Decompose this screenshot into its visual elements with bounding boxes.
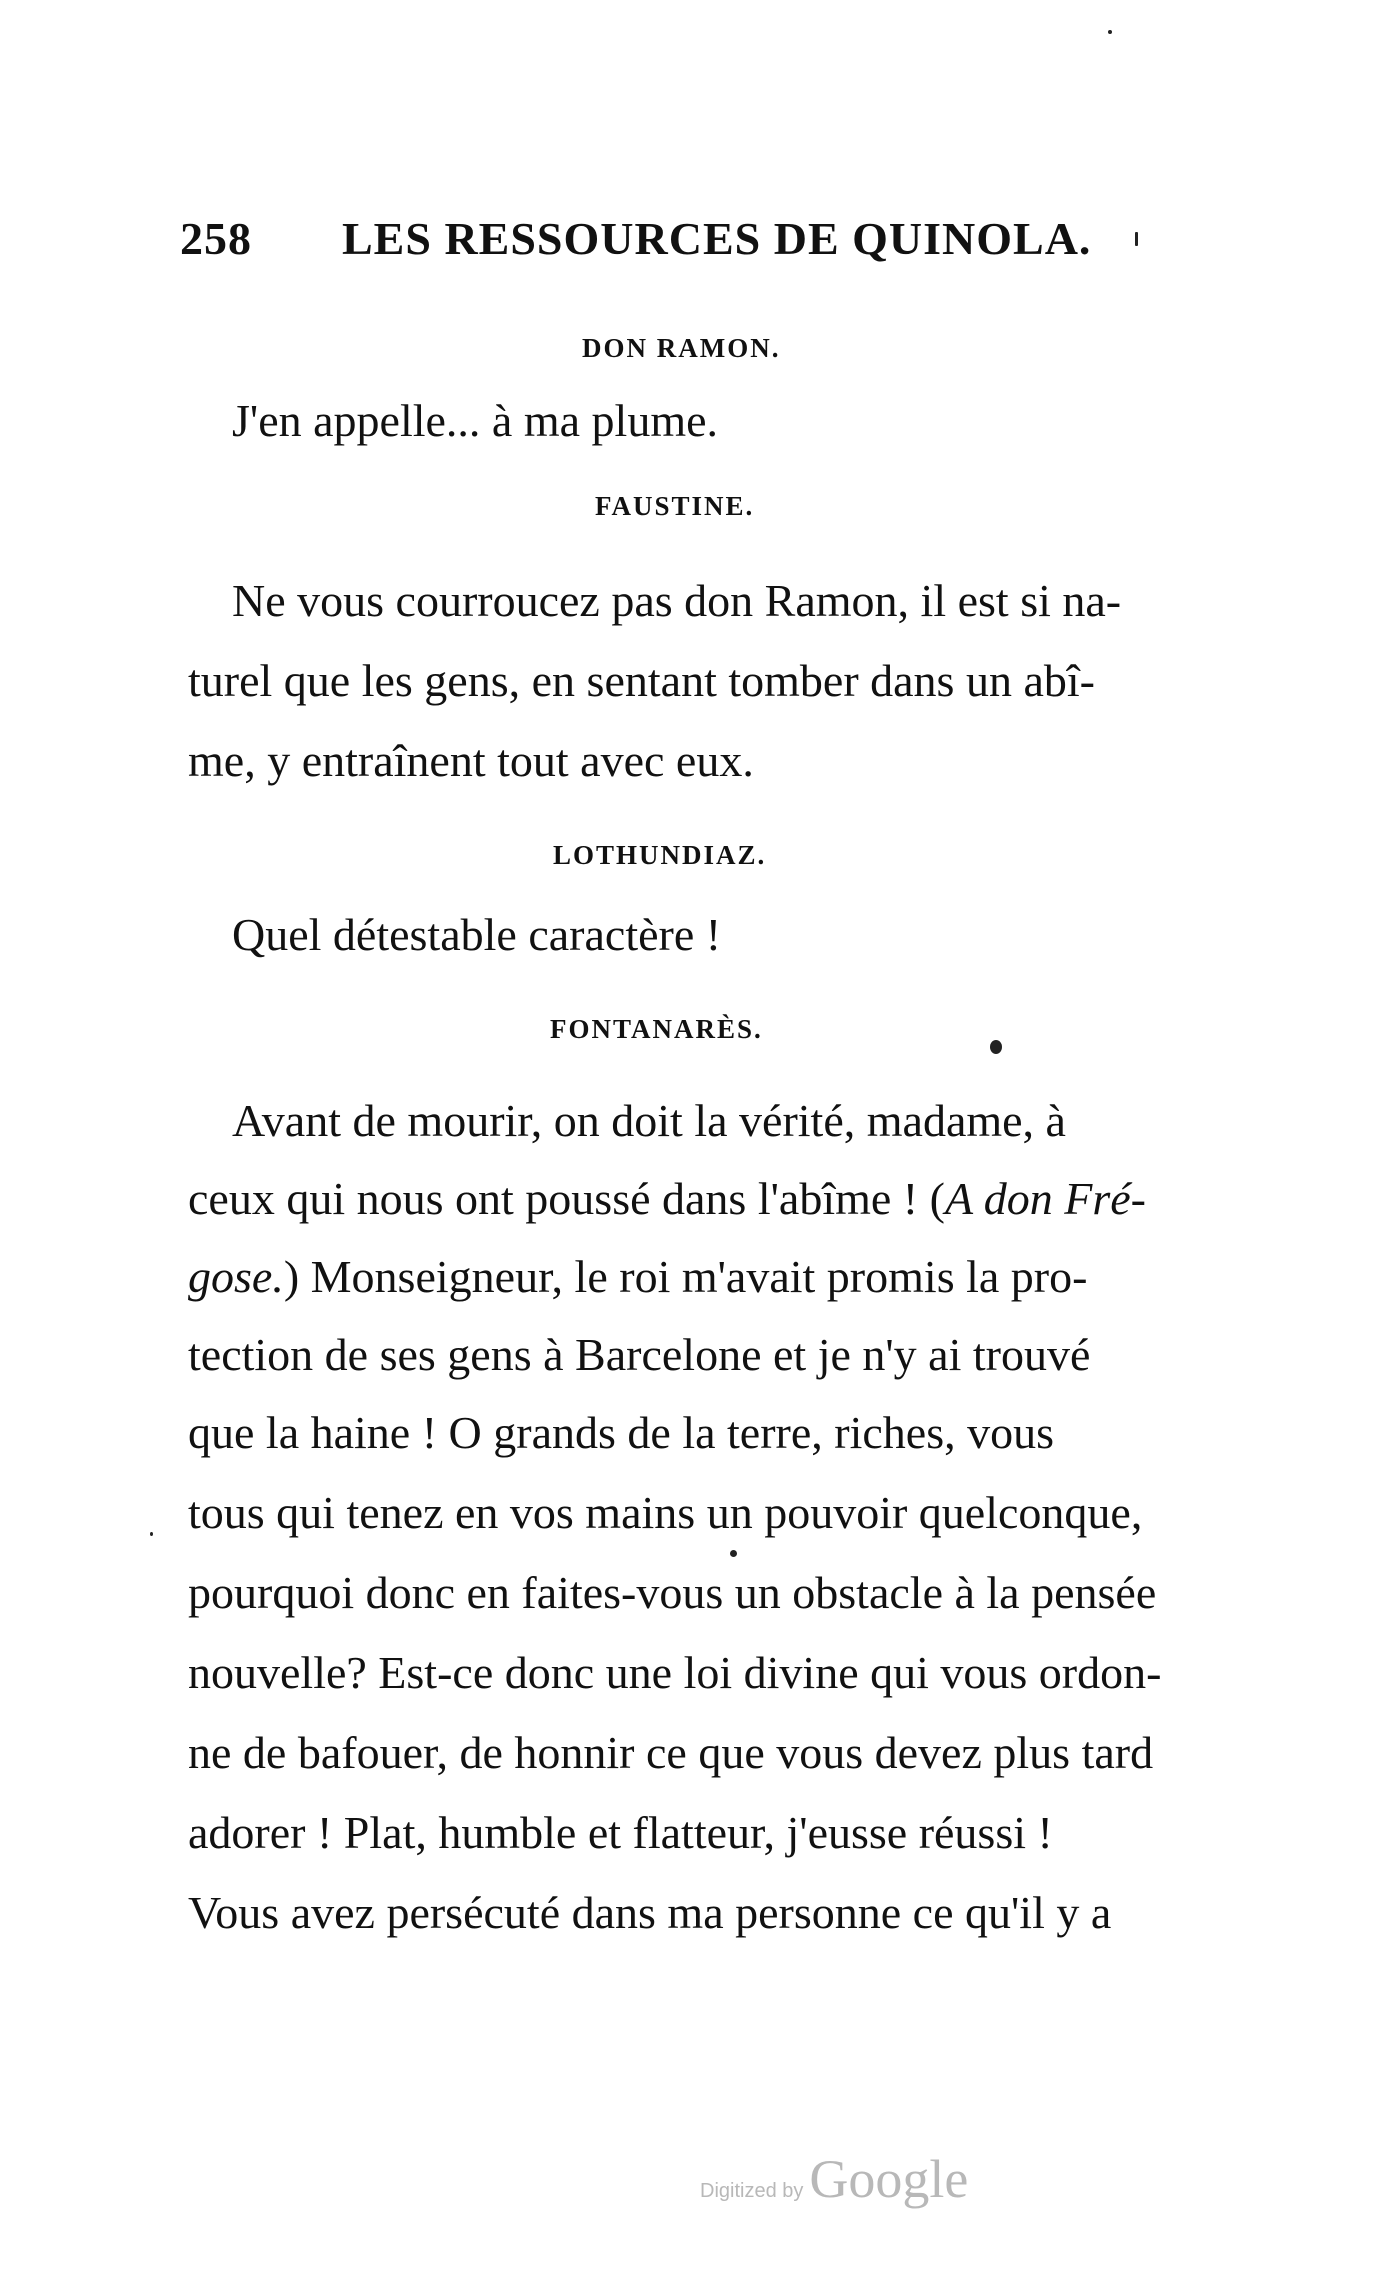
dialogue-text: Monseigneur, le roi m'avait promis la pro- — [310, 1251, 1088, 1302]
stage-direction-close: ) — [283, 1251, 311, 1302]
digitized-by-google-watermark — [700, 2148, 968, 2218]
ink-speck — [730, 1550, 737, 1557]
running-title: LES RESSOURCES DE QUINOLA. — [342, 213, 1092, 264]
stage-direction: A don Fré- — [944, 1173, 1146, 1224]
stage-direction-open: ( — [929, 1173, 945, 1224]
dialogue-line: me, y entraînent tout avec eux. — [188, 735, 754, 786]
dialogue-line: que la haine ! O grands de la terre, riches, vous — [188, 1407, 1055, 1458]
ink-speck — [150, 1532, 153, 1536]
google-logo: Google — [809, 2149, 969, 2209]
page-number: 258 — [180, 213, 252, 264]
dialogue-line: Quel détestable caractère ! — [232, 909, 722, 960]
dialogue-text: ceux qui nous ont poussé dans l'abîme ! — [188, 1173, 919, 1224]
speaker-name: DON RAMON. — [582, 333, 781, 363]
ink-speck — [1108, 30, 1112, 34]
dialogue-line: adorer ! Plat, humble et flatteur, j'eusse réussi ! — [188, 1807, 1053, 1858]
ink-speck — [990, 1040, 1002, 1054]
dialogue-line — [188, 1173, 1146, 1224]
dialogue-line: Vous avez persécuté dans ma personne ce qu'il y a — [188, 1887, 1112, 1938]
speaker-name: LOTHUNDIAZ. — [553, 840, 767, 870]
speaker-name: FAUSTINE. — [595, 491, 755, 521]
ink-speck — [1135, 232, 1138, 246]
stage-direction: gose. — [188, 1251, 284, 1302]
dialogue-line: ne de bafouer, de honnir ce que vous devez plus tard — [188, 1727, 1154, 1778]
dialogue-line: pourquoi donc en faites-vous un obstacle à la pensée — [188, 1567, 1157, 1618]
dialogue-line: J'en appelle... à ma plume. — [232, 395, 719, 446]
dialogue-line — [188, 1251, 1088, 1302]
dialogue-line: tection de ses gens à Barcelone et je n'y ai trouvé — [188, 1329, 1091, 1380]
dialogue-line: nouvelle? Est-ce donc une loi divine qui vous ordon- — [188, 1647, 1162, 1698]
speaker-name: FONTANARÈS. — [550, 1014, 763, 1044]
digitized-by-label: Digitized by — [700, 2180, 804, 2202]
dialogue-line: turel que les gens, en sentant tomber dans un abî- — [188, 655, 1095, 706]
dialogue-line: Ne vous courroucez pas don Ramon, il est si na- — [232, 575, 1122, 626]
running-header — [180, 212, 1180, 282]
dialogue-line: tous qui tenez en vos mains un pouvoir quelconque, — [188, 1487, 1143, 1538]
dialogue-line: Avant de mourir, on doit la vérité, madame, à — [232, 1095, 1066, 1146]
